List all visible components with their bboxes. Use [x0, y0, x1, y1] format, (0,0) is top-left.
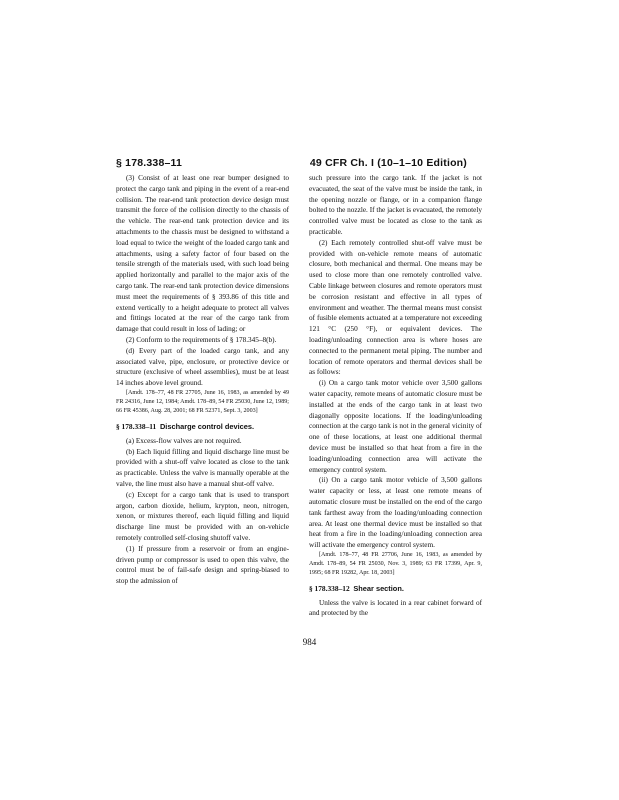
paragraph: (a) Excess-flow valves are not required. — [126, 436, 242, 445]
paragraph: (b) Each liquid filling and liquid discharge line must be provided with a shut-off valve located as close to the tank as practicable. Unless the valve is manually operable at the valve, the line must also have a manual shut-off valve. — [116, 447, 289, 488]
paragraph: (2) Each remotely controlled shut-off valve must be provided with on-vehicle remote means of automatic closure, both mechanical and thermal. One means may be used to close more than one remotely controlled valve. Cable linkage between closures and remote operators must be corrosion resistant and effective in all types of environment and weather. The thermal means must consist of fusible elements actuated at a temperature not exceeding 121 °C (250 °F), or equivalent devices. The loading/unloading connection area is where hoses are connected to the permanent metal piping. The number and location of remote operators and thermal devices shall be as follows: — [309, 238, 482, 377]
left-column — [116, 173, 289, 587]
right-column — [309, 173, 482, 619]
paragraph: such pressure into the cargo tank. If the jacket is not evacuated, the seat of the valve must be inside the tank, in the opening nozzle or flange, or in a companion flange bolted to the nozzle. If the jacket is evacuated, the remotely controlled valve must be located as close to the tank as practicable. — [309, 174, 482, 236]
page-number: 984 — [302, 637, 317, 647]
section-number: § 178.338–11 — [116, 421, 157, 431]
paragraph: (1) If pressure from a reservoir or from an engine-driven pump or compressor is used to open this valve, the control must be of fail-safe design and spring-biased to stop the admission of — [116, 544, 289, 586]
section-heading — [309, 584, 482, 595]
amendment-citation: [Amdt. 178–77, 48 FR 27706, June 16, 1983, as amended by Amdt. 178–89, 54 FR 25030, Nov. 3, 1989; 63 FR 17399, Apr. 9, 1995; 68 FR 19282, Apr. 18, 2003] — [309, 551, 482, 576]
paragraph: (c) Except for a cargo tank that is used to transport argon, carbon dioxide, helium, krypton, neon, nitrogen, xenon, or mixtures thereof, each liquid filling and liquid discharge line must be provided with an on-vehicle remotely controlled self-closing shutoff valve. — [116, 490, 289, 542]
paragraph: (ii) On a cargo tank motor vehicle of 3,500 gallons water capacity or less, at least one remote means of automatic closure must be installed on the end of the cargo tank farthest away from the loading/unloading connection area. At least one thermal device must be installed so that heat from a fire in the loading/unloading connection area will activate the emergency control system. — [309, 476, 482, 550]
amendment-citation: [Amdt. 178–77, 48 FR 27705, June 16, 1983, as amended by 49 FR 24316, June 12, 1984; Amdt. 178–89, 54 FR 25030, June 12, 1989; 66 FR 45386, Aug. 28, 2001; 68 FR 52371, Sept. 3, 2003] — [116, 389, 290, 414]
running-header-section: § 178.338–11 — [116, 157, 183, 169]
paragraph: (2) Conform to the requirements of § 178.345–8(b). — [126, 335, 277, 344]
section-title: Discharge control devices. — [159, 421, 255, 431]
running-header-title: 49 CFR Ch. I (10–1–10 Edition) — [309, 157, 467, 169]
section-heading — [116, 422, 289, 433]
paragraph: (3) Consist of at least one rear bumper designed to protect the cargo tank and piping in the event of a rear-end collision. The rear-end tank protection device design must transmit the force of the collision directly to the chassis of the vehicle. The rear-end tank protection device and its attachments to the chassis must be designed to withstand a load equal to twice the weight of the loaded cargo tank and attachments, using a safety factor of four based on the tensile strength of the materials used, with such load being applied horizontally and parallel to the major axis of the cargo tank. The rear-end tank protection device dimensions must meet the requirements of § 393.86 of this title and extend vertically to a height adequate to protect all valves and fittings located at the rear of the cargo tank from damage that could result in loss of lading; or — [116, 174, 289, 334]
section-title: Shear section. — [353, 583, 404, 593]
paragraph: (d) Every part of the loaded cargo tank, and any associated valve, pipe, enclosure, or protective device or structure (exclusive of wheel assemblies), must be at least 14 inches above level ground. — [116, 346, 289, 388]
paragraph: Unless the valve is located in a rear cabinet forward of and protected by the — [309, 598, 482, 618]
paragraph: (i) On a cargo tank motor vehicle over 3,500 gallons water capacity, remote means of automatic closure must be installed at the ends of the cargo tank in at least two diagonally opposite locations. If the loading/unloading connection at the cargo tank is not in the general vicinity of one of these locations, at least one additional thermal device must be installed so that heat from a fire in the loading/unloading connection area will activate the emergency control system. — [309, 379, 482, 474]
section-number: § 178.338–12 — [309, 583, 350, 593]
